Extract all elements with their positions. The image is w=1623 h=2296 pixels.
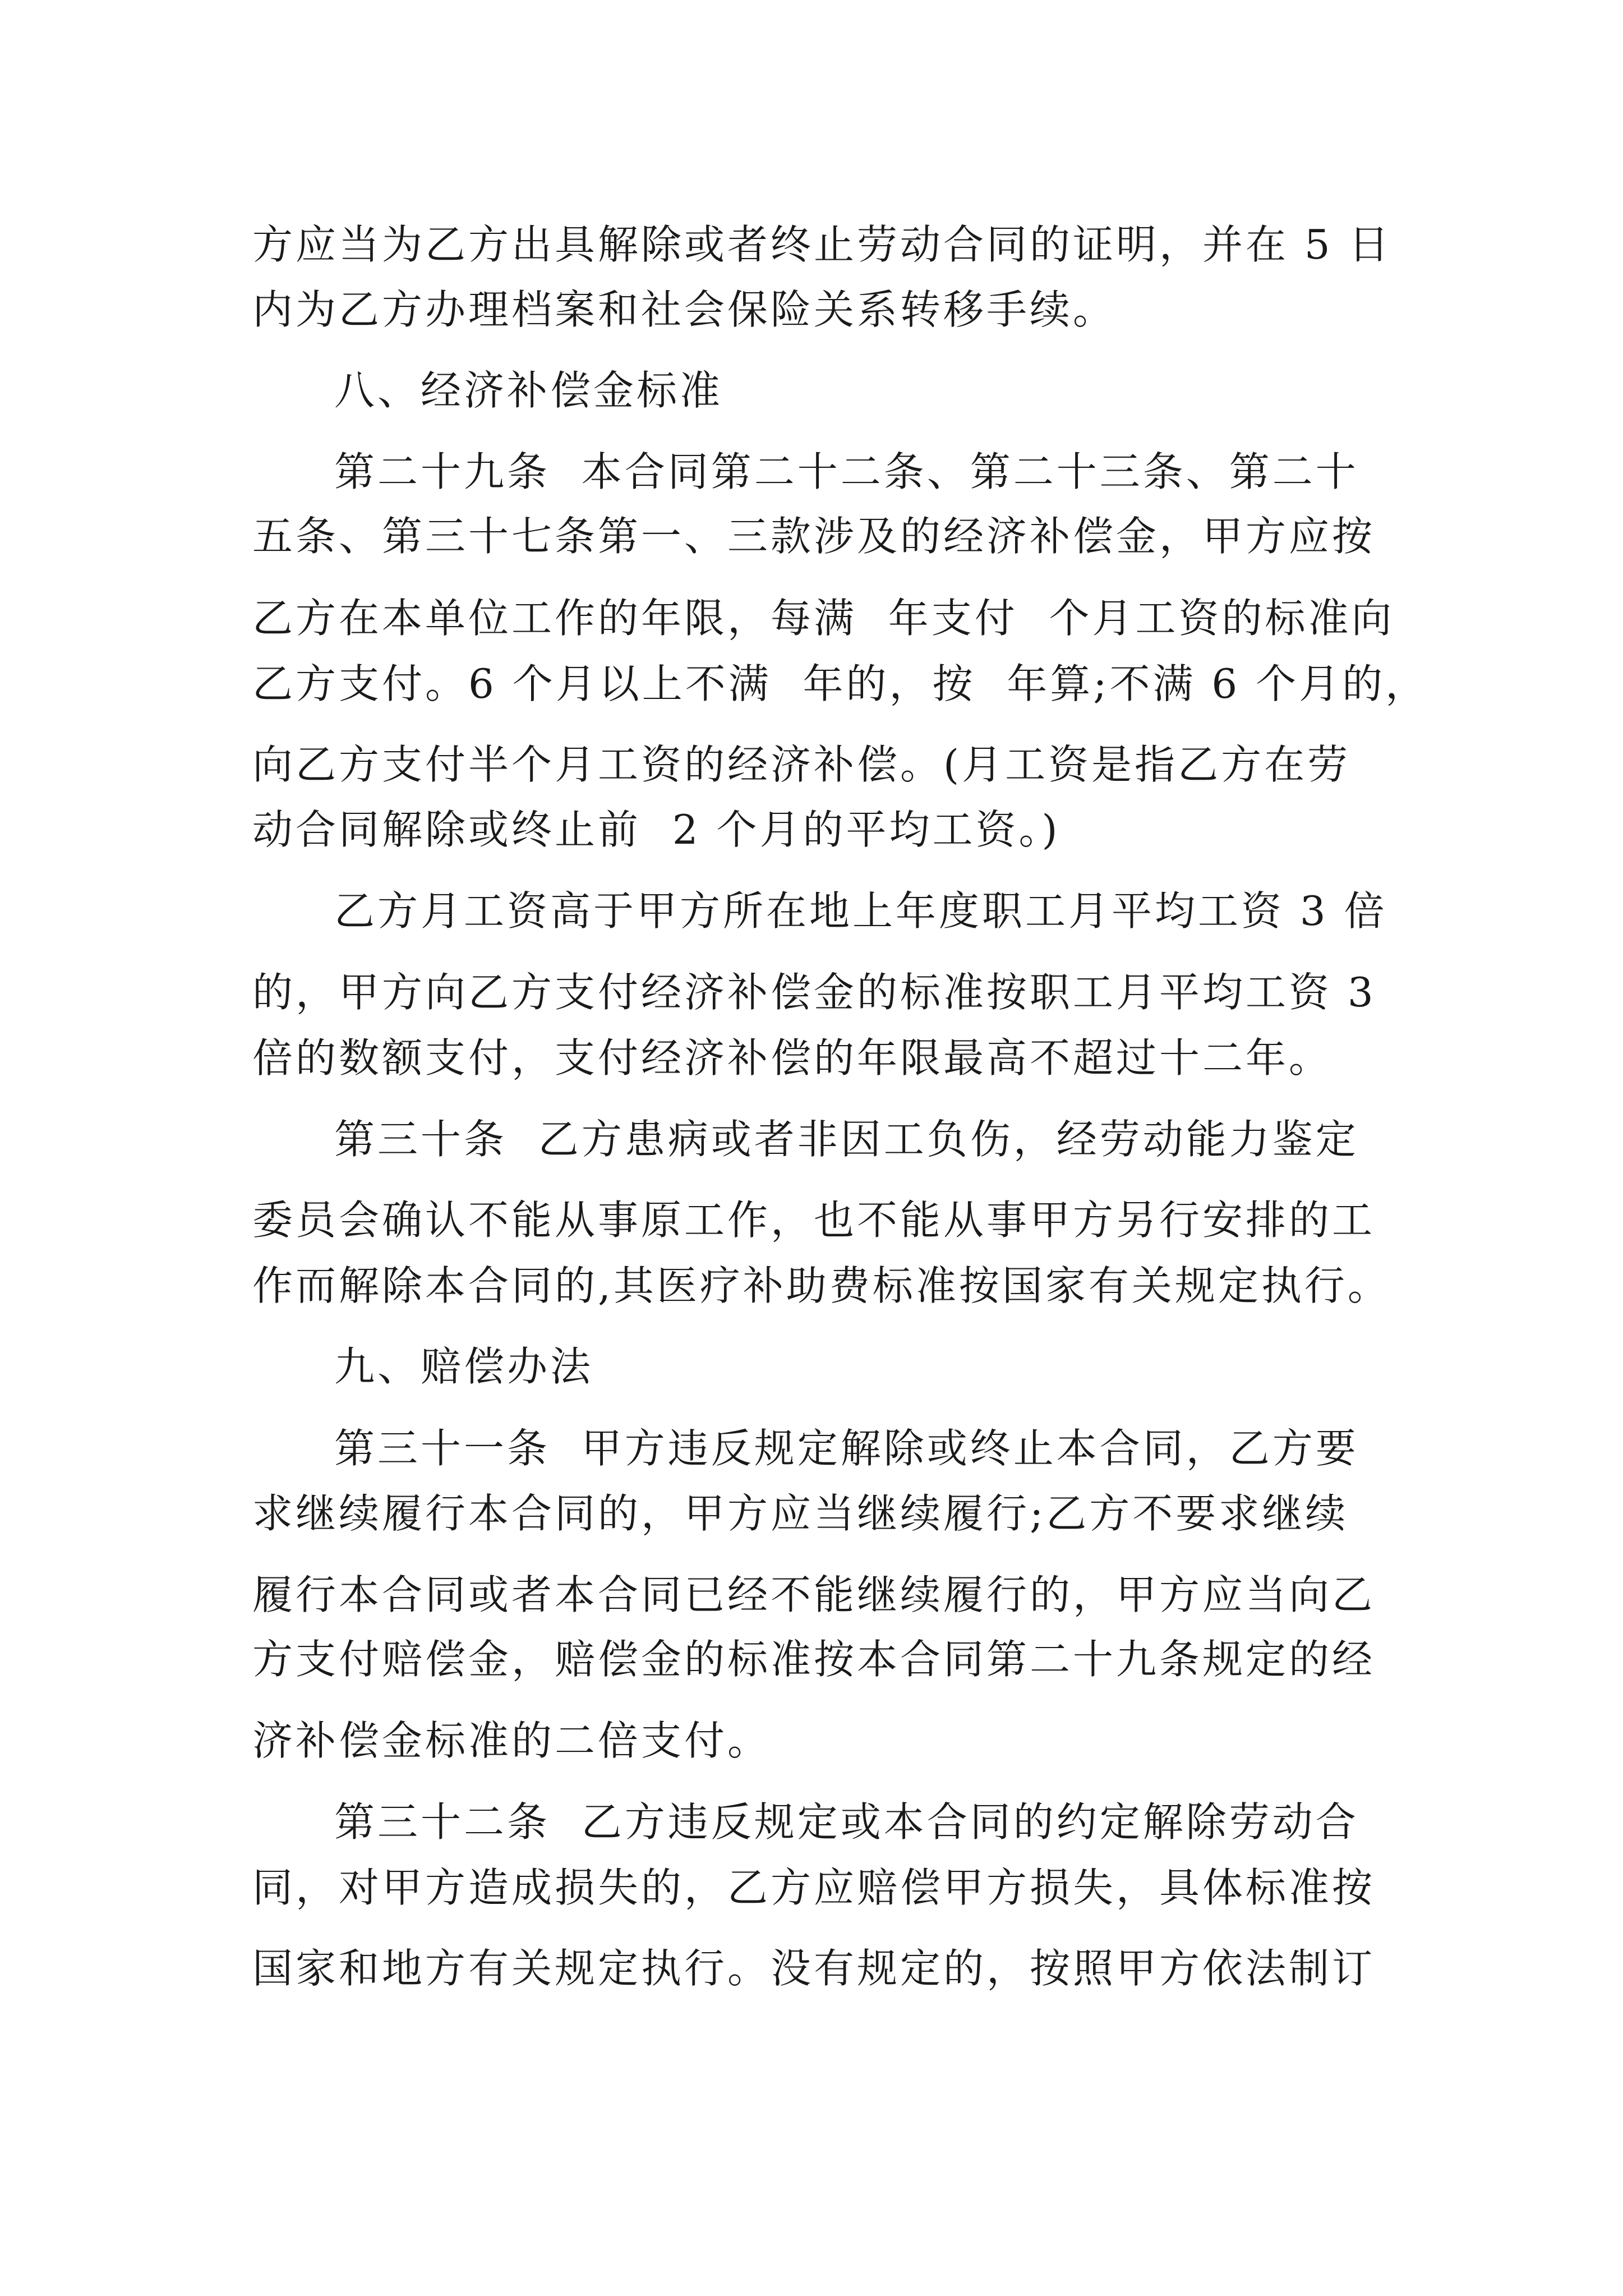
section-heading: 八、经济补偿金标准	[334, 367, 723, 414]
text-line: 倍的数额支付，支付经济补偿的年限最高不超过十二年。	[252, 1034, 1332, 1082]
text-line: 委员会确认不能从事原工作，也不能从事甲方另行安排的工	[252, 1197, 1376, 1244]
text-line: 第三十条 乙方患病或者非因工负伤，经劳动能力鉴定	[334, 1116, 1359, 1163]
text-line: 的，甲方向乙方支付经济补偿金的标准按职工月平均工资 3	[252, 969, 1376, 1016]
section-heading: 九、赔偿办法	[334, 1343, 594, 1390]
text-line: 第三十二条 乙方违反规定或本合同的约定解除劳动合	[334, 1798, 1359, 1846]
text-line: 内为乙方办理档案和社会保险关系转移手续。	[252, 286, 1117, 333]
text-line: 第二十九条 本合同第二十二条、第二十三条、第二十	[334, 448, 1359, 495]
text-line: 济补偿金标准的二倍支付。	[252, 1717, 771, 1764]
text-line: 同，对甲方造成损失的，乙方应赔偿甲方损失，具体标准按	[252, 1864, 1376, 1911]
text-line: 动合同解除或终止前 2 个月的平均工资。)	[252, 806, 1061, 853]
text-line: 履行本合同或者本合同已经不能继续履行的，甲方应当向乙	[252, 1571, 1376, 1618]
text-line: 作而解除本合同的,其医疗补助费标准按国家有关规定执行。	[252, 1262, 1391, 1309]
text-line: 求继续履行本合同的，甲方应当继续履行;乙方不要求继续	[252, 1490, 1349, 1537]
text-line: 方支付赔偿金，赔偿金的标准按本合同第二十九条规定的经	[252, 1636, 1376, 1683]
text-line: 五条、第三十七条第一、三款涉及的经济补偿金，甲方应按	[252, 513, 1376, 560]
text-line: 乙方支付。6 个月以上不满 年的，按 年算;不满 6 个月的，	[252, 660, 1429, 707]
text-line: 乙方在本单位工作的年限，每满 年支付 个月工资的标准向	[252, 595, 1395, 642]
text-line: 方应当为乙方出具解除或者终止劳动合同的证明，并在 5 日	[252, 221, 1392, 268]
text-line: 乙方月工资高于甲方所在地上年度职工月平均工资 3 倍	[334, 887, 1387, 935]
text-line: 向乙方支付半个月工资的经济补偿。(月工资是指乙方在劳	[252, 741, 1351, 788]
text-line: 国家和地方有关规定执行。没有规定的，按照甲方依法制订	[252, 1945, 1376, 1992]
text-line: 第三十一条 甲方违反规定解除或终止本合同，乙方要	[334, 1425, 1359, 1472]
